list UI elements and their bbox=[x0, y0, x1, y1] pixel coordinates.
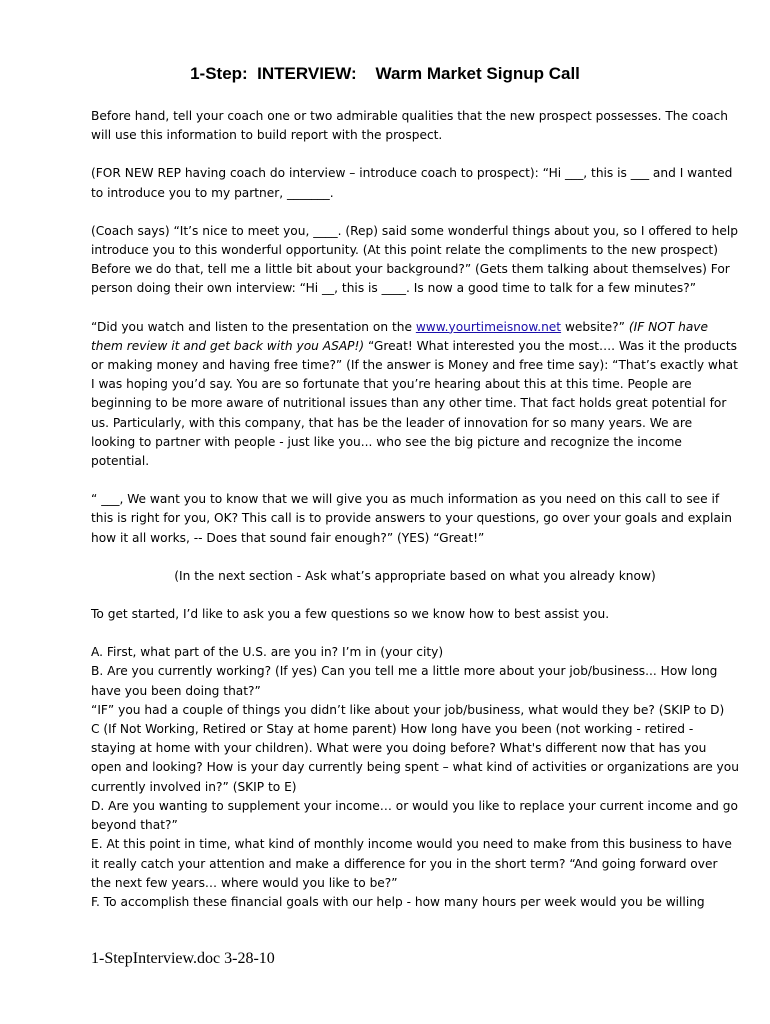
question-a: A. First, what part of the U.S. are you in? I’m in (your city) bbox=[91, 645, 444, 660]
paragraph-intro: Before hand, tell your coach one or two admirable qualities that the new prospect possesses. The coach will use this information to build report with the prospect. bbox=[91, 109, 728, 143]
website-link[interactable]: www.yourtimeisnow.net bbox=[415, 319, 562, 334]
question-d: D. Are you wanting to supplement your income… or would you like to replace your current income and go beyond that?” bbox=[91, 798, 738, 833]
presentation-text-website: website?” bbox=[561, 319, 629, 334]
question-b-followup: “IF” you had a couple of things you didn’t like about your job/business, what would they be? (SKIP to D) bbox=[91, 702, 725, 717]
document-body bbox=[91, 107, 739, 912]
document-footer: 1-StepInterview.doc 3-28-10 bbox=[91, 950, 275, 967]
paragraph-new-rep: (FOR NEW REP having coach do interview – introduce coach to prospect): “Hi ___, this is ___ and I wanted to introduce you to my partner, _______. bbox=[91, 166, 733, 200]
question-f: F. To accomplish these financial goals with our help - how many hours per week would you be willing bbox=[91, 894, 705, 909]
question-b: B. Are you currently working? (If yes) Can you tell me a little more about your job/business... How long have you been doing that?” bbox=[91, 664, 718, 698]
question-e: E. At this point in time, what kind of monthly income would you need to make from this business to have it really catch your attention and make a difference for you in the short term? “And going forward over the next few years… where would you like to be?” bbox=[91, 837, 732, 890]
question-c: C (If Not Working, Retired or Stay at home parent) How long have you been (not working - retired - staying at home with your children). What were you doing before? What's different now that has you open and looking? How is your day currently being spent – what kind of activities or organizations are you currently involved in?” (SKIP to E) bbox=[91, 722, 739, 794]
paragraph-get-started: To get started, I’d like to ask you a few questions so we know how to best assist you. bbox=[91, 607, 610, 622]
presentation-text-start: “Did you watch and listen to the presentation on the bbox=[91, 319, 416, 334]
paragraph-next-section: (In the next section - Ask what’s appropriate based on what you already know) bbox=[174, 568, 656, 583]
presentation-text-italic: (IF NOT have them review it and get back with you ASAP!) bbox=[91, 319, 709, 353]
paragraph-presentation bbox=[91, 318, 739, 472]
presentation-text-end: “Great! What interested you the most…. Was it the products or making money and having free time?” (If the answer is Money and free time say): “That’s exactly what I was hoping you’d say. You are so fortunate that you’re hearing about this at this time. People are beginning to be more aware of nutritional issues than any other time. That fact holds great potential for us. Particularly, with this company, that has be the leader of innovation for so many years. We are looking to partner with people - just like you... who see the big picture and recognize the income potential. bbox=[91, 338, 738, 469]
document-title: 1-Step: INTERVIEW: Warm Market Signup Call bbox=[190, 64, 580, 83]
paragraph-coach-says: (Coach says) “It’s nice to meet you, ____. (Rep) said some wonderful things about you, so I offered to help introduce you to this wonderful opportunity. (At this point relate the compliments to the new prospect) Before we do that, tell me a little bit about your background?” (Gets them talking about themselves) For person doing their own interview: “Hi __, this is ____. Is now a good time to talk for a few minutes?” bbox=[91, 223, 738, 296]
paragraph-call-purpose: “ ___, We want you to know that we will give you as much information as you need on this call to see if this is right for you, OK? This call is to provide answers to your questions, go over your goals and explain how it all works, -- Does that sound fair enough?” (YES) “Great!” bbox=[91, 492, 732, 545]
